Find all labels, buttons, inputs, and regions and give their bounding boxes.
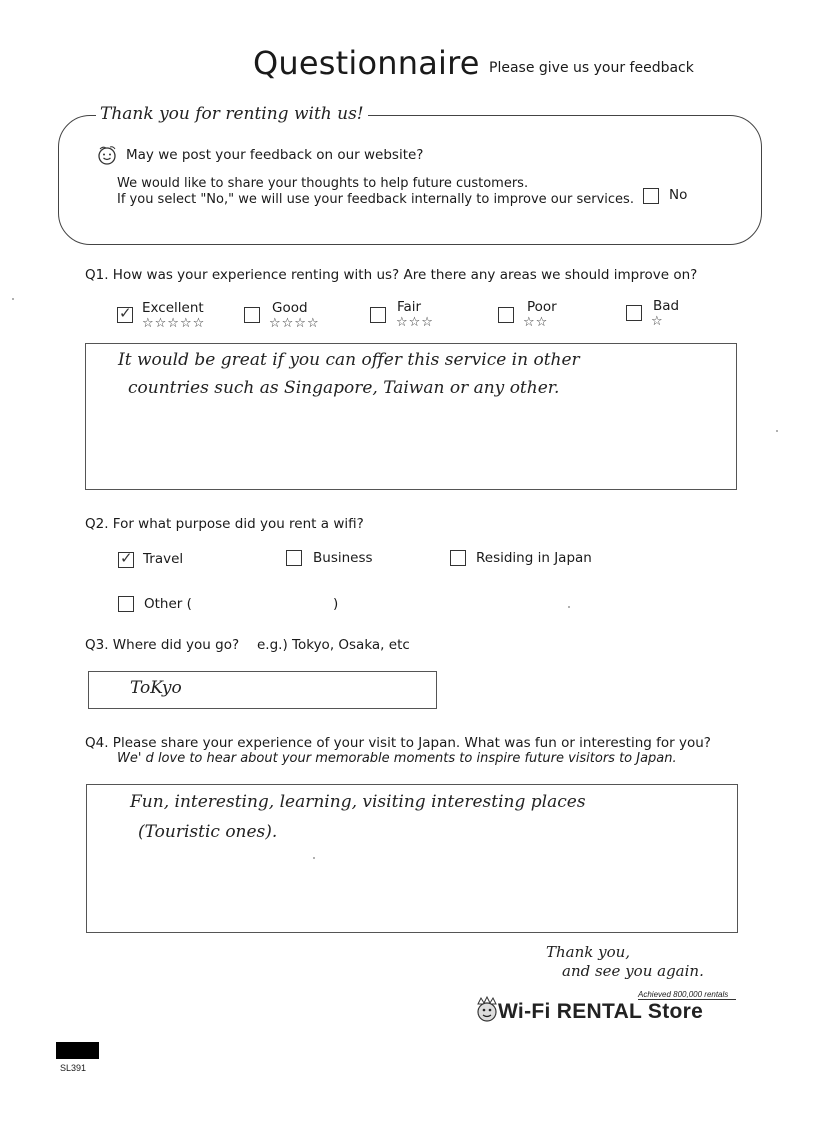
other-close-paren: ) bbox=[333, 596, 339, 612]
q1-answer-line2: countries such as Singapore, Taiwan or any other. bbox=[128, 378, 560, 398]
smiley-face-icon bbox=[96, 144, 118, 166]
business-label: Business bbox=[313, 550, 373, 566]
q1-answer-line1: It would be great if you can offer this service in other bbox=[118, 350, 580, 370]
page-subtitle: Please give us your feedback bbox=[489, 60, 694, 76]
bad-label: Bad bbox=[653, 298, 680, 314]
logo-tagline: Achieved 800,000 rentals bbox=[638, 990, 729, 999]
fair-label: Fair bbox=[397, 299, 422, 315]
travel-label: Travel bbox=[143, 551, 184, 567]
no-checkbox[interactable] bbox=[643, 188, 659, 204]
post-feedback-line1: We would like to share your thoughts to help future customers. bbox=[117, 176, 529, 191]
checkmark-icon: ✓ bbox=[120, 549, 133, 567]
scan-speck bbox=[313, 857, 315, 859]
q4-question: Q4. Please share your experience of your visit to Japan. What was fun or interesting for you? bbox=[85, 735, 711, 751]
greeting-handwritten: Thank you for renting with us! bbox=[96, 104, 368, 124]
q4-answer-line1: Fun, interesting, learning, visiting interesting places bbox=[130, 792, 586, 812]
poor-checkbox[interactable] bbox=[498, 307, 514, 323]
q4-answer-line2: (Touristic ones). bbox=[138, 822, 278, 842]
fair-checkbox[interactable] bbox=[370, 307, 386, 323]
q1-question: Q1. How was your experience renting with us? Are there any areas we should improve on? bbox=[85, 267, 698, 283]
good-checkbox[interactable] bbox=[244, 307, 260, 323]
q4-subtext: We' d love to hear about your memorable moments to inspire future visitors to Japan. bbox=[117, 751, 677, 766]
q2-question: Q2. For what purpose did you rent a wifi? bbox=[85, 516, 364, 532]
excellent-label: Excellent bbox=[142, 300, 204, 316]
q3-example: e.g.) Tokyo, Osaka, etc bbox=[257, 637, 410, 653]
signoff-line2: and see you again. bbox=[562, 962, 704, 980]
post-feedback-line2: If you select "No," we will use your feedback internally to improve our services. bbox=[117, 192, 634, 207]
form-code: SL391 bbox=[60, 1063, 87, 1073]
q3-question: Q3. Where did you go? bbox=[85, 637, 240, 653]
q3-answer: ToKyo bbox=[130, 678, 182, 698]
fair-stars: ☆☆☆ bbox=[396, 315, 434, 330]
excellent-stars: ☆☆☆☆☆ bbox=[142, 316, 206, 331]
residing-label: Residing in Japan bbox=[476, 550, 592, 566]
residing-checkbox[interactable] bbox=[450, 550, 466, 566]
other-checkbox[interactable] bbox=[118, 596, 134, 612]
bad-checkbox[interactable] bbox=[626, 305, 642, 321]
no-label: No bbox=[669, 187, 688, 203]
good-label: Good bbox=[272, 300, 308, 316]
checkmark-icon: ✓ bbox=[119, 304, 132, 322]
post-feedback-question: May we post your feedback on our website? bbox=[126, 147, 424, 163]
bad-stars: ☆ bbox=[651, 314, 664, 329]
poor-label: Poor bbox=[527, 299, 557, 315]
excellent-checkbox[interactable] bbox=[117, 304, 133, 323]
poor-stars: ☆☆ bbox=[523, 315, 549, 330]
good-stars: ☆☆☆☆ bbox=[269, 316, 320, 331]
scan-speck bbox=[776, 430, 778, 432]
logo-name: Wi-Fi RENTAL Store bbox=[498, 1000, 704, 1023]
other-label: Other ( bbox=[144, 596, 192, 612]
scan-speck bbox=[568, 606, 570, 608]
business-checkbox[interactable] bbox=[286, 550, 302, 566]
travel-checkbox[interactable] bbox=[118, 549, 134, 568]
signoff-line1: Thank you, bbox=[546, 943, 631, 961]
page-title: Questionnaire bbox=[253, 44, 480, 82]
redaction-block bbox=[56, 1042, 99, 1059]
mascot-icon bbox=[474, 996, 500, 1024]
scan-speck bbox=[12, 298, 14, 300]
